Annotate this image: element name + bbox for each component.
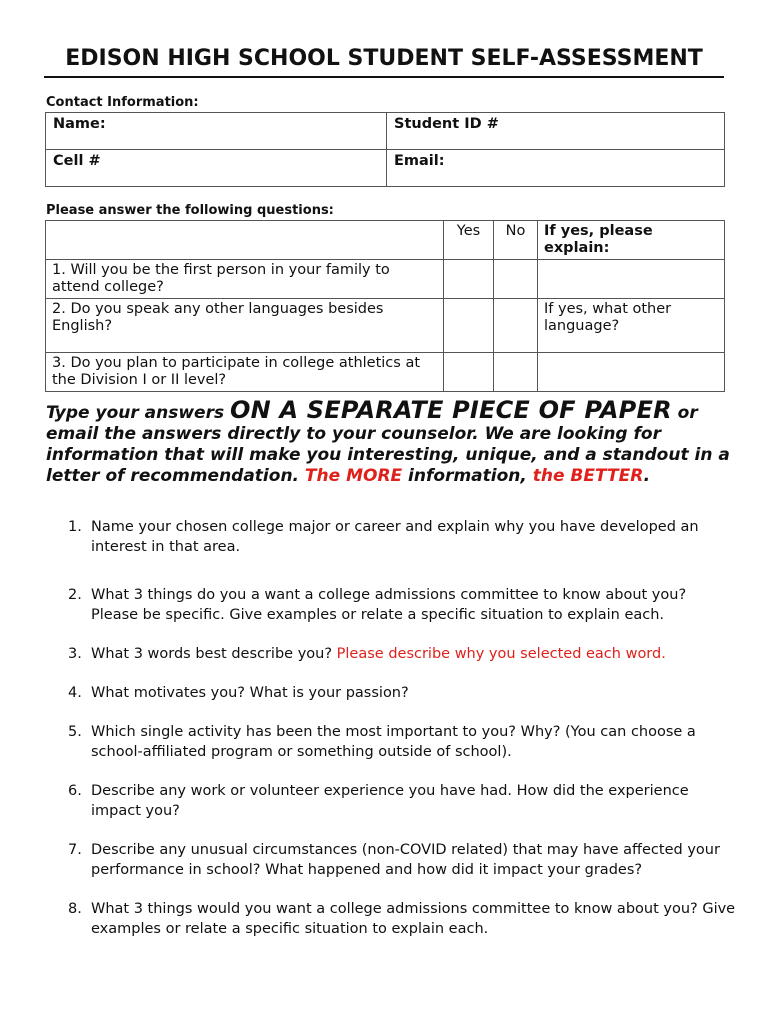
questions-section-label: Please answer the following questions: — [46, 203, 334, 218]
list-item — [46, 722, 736, 762]
list-item — [46, 840, 736, 880]
explain-cell[interactable] — [538, 260, 725, 299]
list-item — [46, 781, 736, 821]
list-item — [46, 585, 736, 625]
cell-field[interactable] — [46, 150, 387, 187]
prompt-number: 5. — [68, 724, 82, 740]
prompt-text: What 3 things would you want a college admissions committee to know about you? Give examples or relate a specific situation to explain each. — [91, 901, 736, 937]
instructions-body: or email the answers directly to your counselor. We are looking for information that will make you interesting, unique, and a standout in a letter of recommendation. — [46, 403, 730, 486]
student-id-field[interactable] — [387, 113, 725, 150]
prompt-number: 4. — [68, 685, 82, 701]
explain-header: If yes, please explain: — [538, 221, 725, 260]
list-item — [46, 683, 736, 703]
cell-label: Cell # — [53, 153, 101, 169]
table-row — [46, 299, 725, 353]
yes-cell[interactable] — [444, 299, 494, 353]
questions-table — [45, 220, 725, 392]
instructions-emphasis: ON A SEPARATE PIECE OF PAPER — [230, 396, 672, 424]
table-row — [46, 260, 725, 299]
prompt-number: 7. — [68, 842, 82, 858]
instructions-paragraph — [46, 396, 736, 487]
list-item — [46, 644, 736, 664]
yes-cell[interactable] — [444, 353, 494, 392]
prompt-text: Describe any unusual circumstances (non-COVID related) that may have affected your performance in school? What happened and how did it impact your grades? — [91, 842, 720, 878]
instructions-lead: Type your answers — [46, 403, 230, 423]
table-row — [46, 353, 725, 392]
email-label: Email: — [394, 153, 445, 169]
prompt-number: 1. — [68, 519, 82, 535]
contact-table — [45, 112, 725, 187]
question-text: 2. Do you speak any other languages besides English? — [46, 299, 444, 353]
prompt-text: Name your chosen college major or career and explain why you have developed an interest in that area. — [91, 519, 699, 555]
prompt-number: 3. — [68, 646, 82, 662]
instructions-better: the BETTER — [532, 466, 644, 486]
yes-header: Yes — [444, 221, 494, 260]
list-item — [46, 899, 736, 939]
student-id-label: Student ID # — [394, 116, 499, 132]
prompt-text: What motivates you? What is your passion? — [91, 685, 409, 701]
explain-cell[interactable] — [538, 353, 725, 392]
question-text: 3. Do you plan to participate in college athletics at the Division I or II level? — [46, 353, 444, 392]
name-field[interactable] — [46, 113, 387, 150]
prompt-text: What 3 things do you a want a college admissions committee to know about you? Please be specific. Give examples or relate a specific situation to explain each. — [91, 587, 687, 623]
question-text: 1. Will you be the first person in your family to attend college? — [46, 260, 444, 299]
yes-cell[interactable] — [444, 260, 494, 299]
prompt-text: Which single activity has been the most important to you? Why? (You can choose a school-affiliated program or something outside of school). — [91, 724, 696, 760]
prompt-list — [46, 517, 736, 939]
prompt-number: 8. — [68, 901, 82, 917]
no-cell[interactable] — [494, 260, 538, 299]
explain-note: If yes, what other language? — [544, 301, 672, 334]
name-label: Name: — [53, 116, 106, 132]
no-cell[interactable] — [494, 299, 538, 353]
prompt-number: 2. — [68, 587, 82, 603]
instructions-more: The MORE — [304, 466, 403, 486]
list-item — [46, 517, 736, 557]
contact-section-label: Contact Information: — [46, 95, 199, 110]
no-header: No — [494, 221, 538, 260]
explain-cell[interactable] — [538, 299, 725, 353]
prompt-text: What 3 words best describe you? — [91, 646, 337, 662]
instructions-end: . — [643, 466, 651, 486]
instructions-middle: information, — [402, 466, 533, 486]
email-field[interactable] — [387, 150, 725, 187]
prompt-red-text: Please describe why you selected each word. — [336, 646, 666, 662]
prompt-text: Describe any work or volunteer experience you have had. How did the experience impact you? — [91, 783, 689, 819]
page-title: EDISON HIGH SCHOOL STUDENT SELF-ASSESSMENT — [44, 44, 724, 78]
no-cell[interactable] — [494, 353, 538, 392]
prompt-number: 6. — [68, 783, 82, 799]
question-header-cell — [46, 221, 444, 260]
